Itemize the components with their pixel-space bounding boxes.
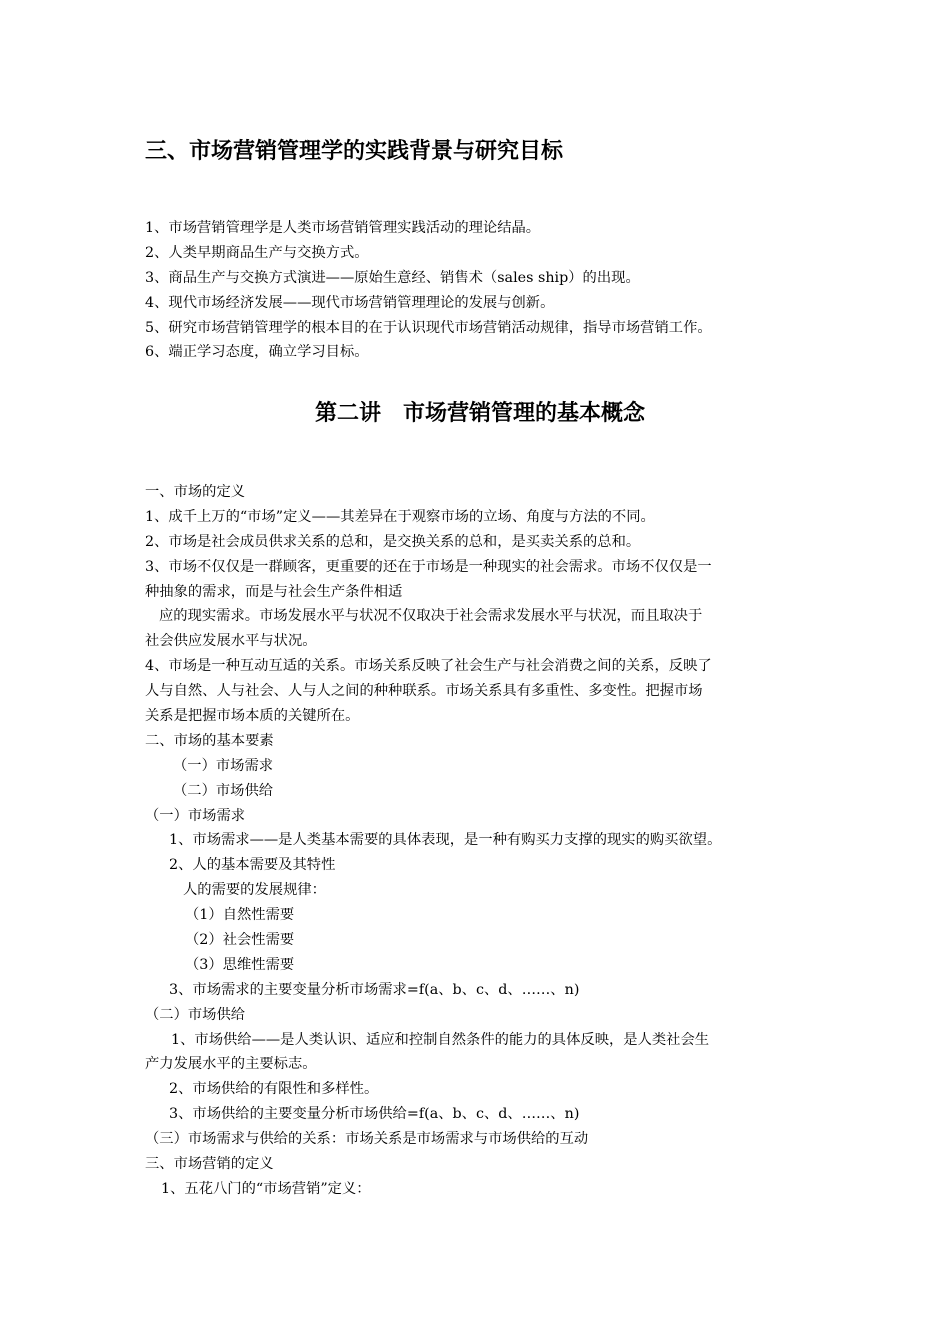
paragraph-line: 3、市场不仅仅是一群顾客，更重要的还在于市场是一种现实的社会需求。市场不仅仅是一 (145, 558, 712, 575)
paragraph-line: 2、市场是社会成员供求关系的总和，是交换关系的总和，是买卖关系的总和。 (145, 533, 641, 550)
paragraph-line: 1、五花八门的“市场营销”定义： (161, 1180, 371, 1197)
paragraph-line: 1、市场供给——是人类认识、适应和控制自然条件的能力的具体反映，是人类社会生 (171, 1031, 710, 1048)
list-item: 3、商品生产与交换方式演进——原始生意经、销售术（sales ship）的出现。 (145, 269, 640, 286)
paragraph-line: 4、市场是一种互动互适的关系。市场关系反映了社会生产与社会消费之间的关系，反映了 (145, 658, 712, 675)
paragraph-line: 2、人的基本需要及其特性 (169, 857, 336, 874)
list-item: 4、现代市场经济发展——现代市场营销管理理论的发展与创新。 (145, 294, 555, 311)
subheading-market-elements: 二、市场的基本要素 (145, 732, 274, 749)
outline-item: （二）市场供给 (173, 782, 274, 799)
lecture-body (145, 480, 815, 1202)
paragraph-line: 人与自然、人与社会、人与人之间的种种联系。市场关系具有多重性、多变性。把握市场 (145, 683, 703, 700)
paragraph-line: 种抽象的需求，而是与社会生产条件相适 (145, 583, 403, 600)
paragraph-line: 产力发展水平的主要标志。 (145, 1056, 317, 1073)
subheading-market-demand: （一）市场需求 (145, 807, 246, 824)
paragraph-line: 1、市场需求——是人类基本需要的具体表现，是一种有购买力支撑的现实的购买欲望。 (169, 832, 722, 849)
outline-item: （1）自然性需要 (185, 907, 295, 924)
section-heading: 三、市场营销管理学的实践背景与研究目标 (145, 139, 564, 164)
lecture-heading: 第二讲 市场营销管理的基本概念 (314, 401, 645, 426)
paragraph-line: 关系是把握市场本质的关键所在。 (145, 708, 360, 725)
paragraph-line: 人的需要的发展规律： (183, 882, 326, 899)
outline-item: （2）社会性需要 (185, 932, 295, 949)
outline-item: （3）思维性需要 (185, 956, 295, 973)
list-item: 5、研究市场营销管理学的根本目的在于认识现代市场营销活动规律，指导市场营销工作。 (145, 319, 712, 336)
paragraph-line: 1、成千上万的“市场”定义——其差异在于观察市场的立场、角度与方法的不同。 (145, 508, 655, 525)
paragraph-line: 社会供应发展水平与状况。 (145, 633, 317, 650)
paragraph-line: 2、市场供给的有限性和多样性。 (169, 1081, 379, 1098)
outline-item: （一）市场需求 (173, 757, 274, 774)
list-item: 2、人类早期商品生产与交换方式。 (145, 244, 369, 261)
list-item: 6、端正学习态度，确立学习目标。 (145, 344, 369, 361)
paragraph-line: 3、市场需求的主要变量分析市场需求=f(a、b、c、d、……、n) (169, 981, 580, 998)
subheading-market-supply: （二）市场供给 (145, 1006, 246, 1023)
paragraph-line: 3、市场供给的主要变量分析市场供给=f(a、b、c、d、……、n) (169, 1106, 580, 1123)
subheading-marketing-definition: 三、市场营销的定义 (145, 1156, 274, 1173)
list-item: 1、市场营销管理学是人类市场营销管理实践活动的理论结晶。 (145, 220, 541, 236)
section-item-list (145, 216, 815, 365)
subheading-market-definition: 一、市场的定义 (145, 484, 246, 500)
paragraph-line: 应的现实需求。市场发展水平与状况不仅取决于社会需求发展水平与状况，而且取决于 (159, 608, 703, 625)
paragraph-line: （三）市场需求与供给的关系：市场关系是市场需求与市场供给的互动 (145, 1131, 589, 1148)
